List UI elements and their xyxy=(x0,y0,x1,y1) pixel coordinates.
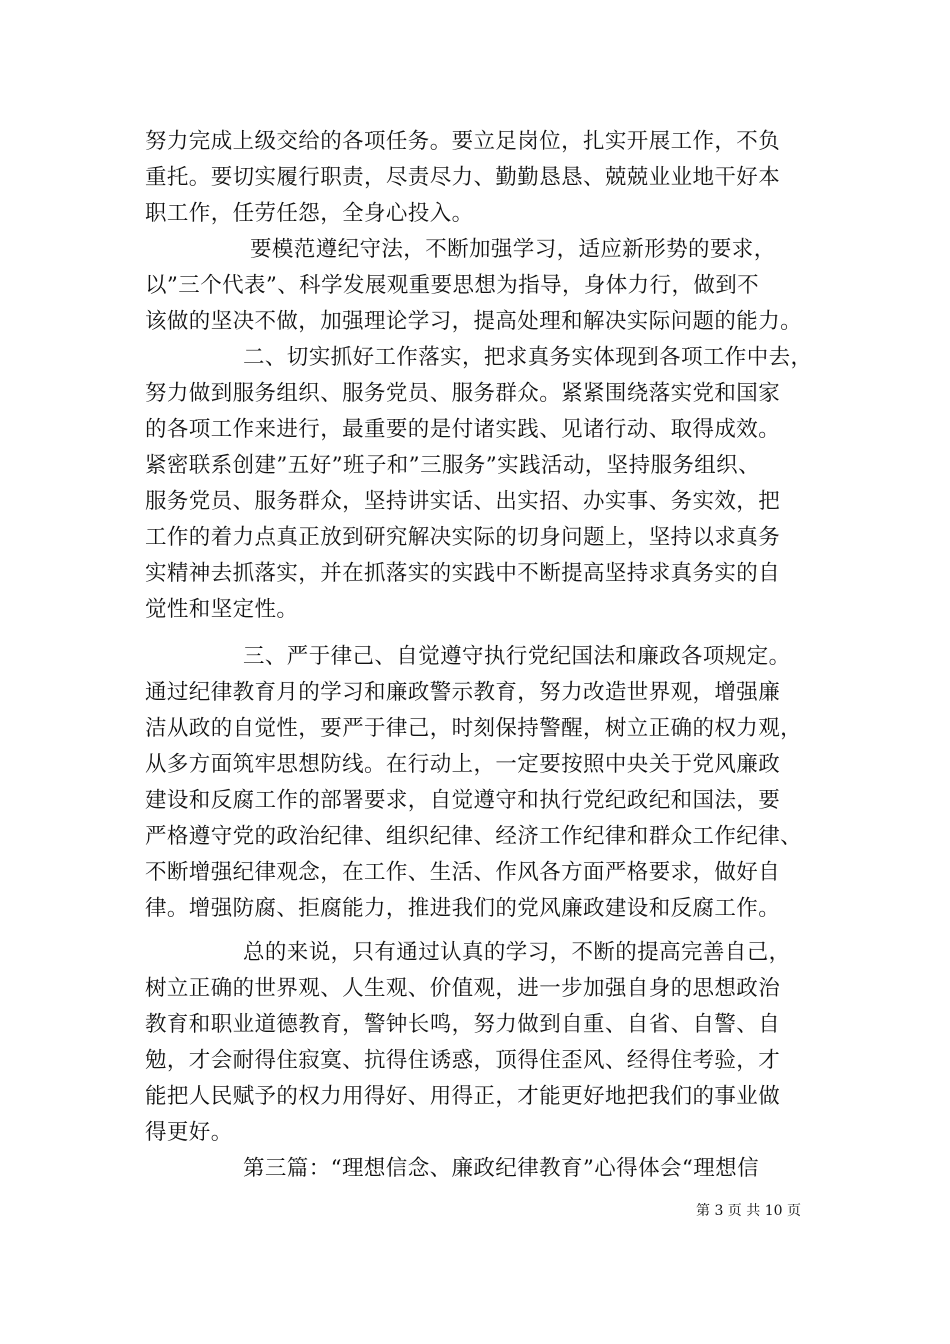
text-line: 不断增强纪律观念，在工作、生活、作风各方面严格要求，做好自 xyxy=(145,860,781,885)
text-line: 得更好。 xyxy=(145,1120,233,1145)
text-line: 建设和反腐工作的部署要求，自觉遵守和执行党纪政纪和国法，要 xyxy=(145,788,781,813)
text-line: 服务党员、服务群众，坚持讲实话、出实招、办实事、务实效，把 xyxy=(145,489,781,514)
text-line: 树立正确的世界观、人生观、价值观，进一步加强自身的思想政治 xyxy=(145,976,781,1001)
text-line: 第三篇：“理想信念、廉政纪律教育”心得体会“理想信 xyxy=(243,1156,759,1181)
text-line: 洁从政的自觉性，要严于律己，时刻保持警醒，树立正确的权力观， xyxy=(145,716,803,741)
text-line: 紧密联系创建”五好”班子和”三服务”实践活动，坚持服务组织、 xyxy=(145,453,760,478)
text-line: 二、切实抓好工作落实，把求真务实体现到各项工作中去， xyxy=(243,345,813,370)
text-line: 能把人民赋予的权力用得好、用得正，才能更好地把我们的事业做 xyxy=(145,1084,781,1109)
text-line: 勉，才会耐得住寂寞、抗得住诱惑，顶得住歪风、经得住考验，才 xyxy=(145,1048,781,1073)
text-line: 严格遵守党的政治纪律、组织纪律、经济工作纪律和群众工作纪律、 xyxy=(145,824,803,849)
text-line: 律。增强防腐、拒腐能力，推进我们的党风廉政建设和反腐工作。 xyxy=(145,896,781,921)
text-line: 觉性和坚定性。 xyxy=(145,597,299,622)
text-line: 三、严于律己、自觉遵守执行党纪国法和廉政各项规定。 xyxy=(243,644,791,669)
text-line: 实精神去抓落实，并在抓落实的实践中不断提高坚持求真务实的自 xyxy=(145,561,781,586)
text-line: 教育和职业道德教育，警钟长鸣，努力做到自重、自省、自警、自 xyxy=(145,1012,781,1037)
page-number-footer: 第 3 页 共 10 页 xyxy=(696,1203,801,1219)
text-line: 职工作，任劳任怨，全身心投入。 xyxy=(145,201,474,226)
text-line: 通过纪律教育月的学习和廉政警示教育，努力改造世界观，增强廉 xyxy=(145,680,781,705)
text-line: 努力完成上级交给的各项任务。要立足岗位，扎实开展工作，不负 xyxy=(145,129,781,154)
text-line: 要模范遵纪守法，不断加强学习，适应新形势的要求， xyxy=(250,237,776,262)
text-line: 重托。要切实履行职责，尽责尽力、勤勤恳恳、兢兢业业地干好本 xyxy=(145,165,781,190)
text-line: 的各项工作来进行，最重要的是付诸实践、见诸行动、取得成效。 xyxy=(145,417,781,442)
text-line: 从多方面筑牢思想防线。在行动上，一定要按照中央关于党风廉政 xyxy=(145,752,781,777)
text-line: 以”三个代表”、科学发展观重要思想为指导，身体力行，做到不 xyxy=(145,273,760,298)
text-line: 努力做到服务组织、服务党员、服务群众。紧紧围绕落实党和国家 xyxy=(145,381,781,406)
text-line: 该做的坚决不做，加强理论学习，提高处理和解决实际问题的能力。 xyxy=(145,309,803,334)
text-line: 工作的着力点真正放到研究解决实际的切身问题上，坚持以求真务 xyxy=(145,525,781,550)
text-line: 总的来说，只有通过认真的学习，不断的提高完善自己， xyxy=(243,940,791,965)
